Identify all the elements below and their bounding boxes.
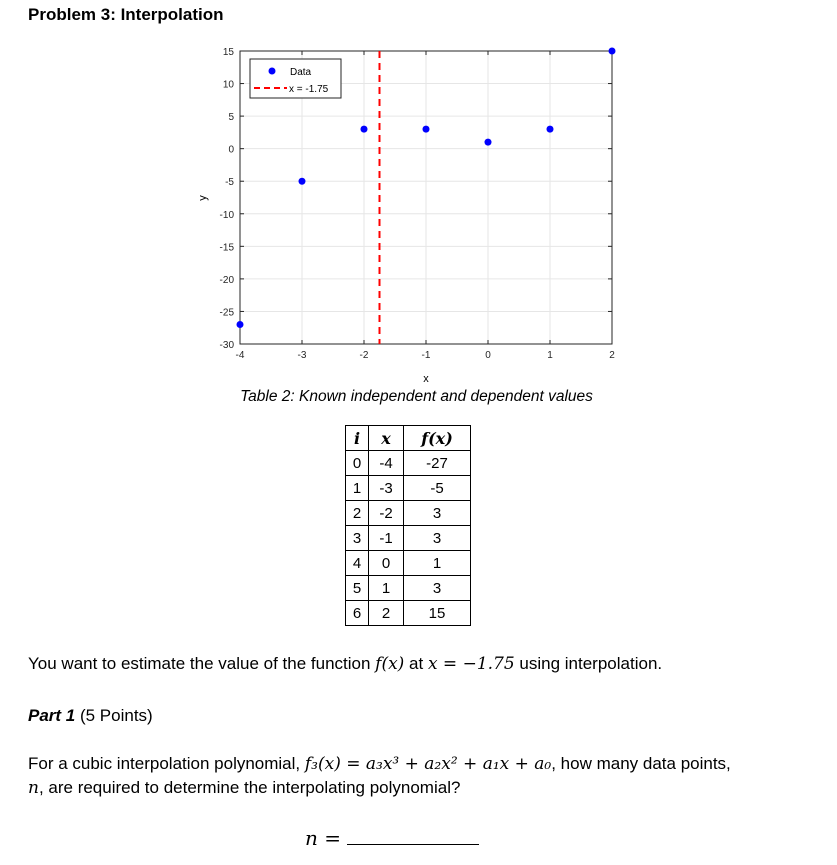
data-point — [485, 139, 492, 146]
table-row — [346, 576, 471, 601]
table-cell: -27 — [404, 451, 471, 476]
table-cell: 1 — [404, 551, 471, 576]
legend-label-vline: x = -1.75 — [289, 84, 329, 95]
x-tick-label: 1 — [547, 350, 553, 361]
chart-legend — [250, 59, 341, 98]
table-cell: -4 — [369, 451, 404, 476]
y-tick-label: 10 — [222, 79, 234, 91]
table-caption: Table 2: Known independent and dependent values — [240, 388, 593, 405]
table-cell: 6 — [346, 601, 369, 626]
y-tick-label: -5 — [225, 177, 234, 189]
data-point — [299, 178, 306, 185]
table-row — [346, 601, 471, 626]
x-tick-label: -4 — [235, 350, 245, 361]
x-tick-label: -3 — [297, 350, 307, 361]
table-cell: 5 — [346, 576, 369, 601]
table-cell: 3 — [404, 576, 471, 601]
part-heading: Part 1 (5 Points) — [28, 706, 153, 725]
y-tick-label: -15 — [219, 242, 234, 254]
legend-marker-data — [269, 68, 276, 75]
table-cell: 1 — [346, 476, 369, 501]
table-cell: 2 — [346, 501, 369, 526]
table-row — [346, 451, 471, 476]
table-cell: 2 — [369, 601, 404, 626]
data-point — [423, 126, 430, 133]
table-row — [346, 526, 471, 551]
table-cell: 1 — [369, 576, 404, 601]
header-i: i — [346, 426, 369, 451]
x-tick-label: 0 — [485, 350, 491, 361]
y-tick-label: 5 — [228, 112, 234, 124]
data-point — [609, 48, 616, 55]
scatter-chart — [0, 0, 837, 385]
table-row — [346, 476, 471, 501]
data-point — [237, 321, 244, 328]
intro-paragraph: You want to estimate the value of the function f(x) at x = −1.75 using interpolation. — [28, 654, 663, 674]
data-point — [547, 126, 554, 133]
y-axis-label: y — [197, 195, 209, 201]
x-tick-label: -2 — [359, 350, 369, 361]
x-axis-label: x — [423, 373, 429, 385]
legend-label-data: Data — [290, 67, 312, 78]
table-row — [346, 551, 471, 576]
table-cell: 0 — [346, 451, 369, 476]
data-table — [345, 425, 471, 626]
x-tick-label: -1 — [421, 350, 431, 361]
data-point — [361, 126, 368, 133]
table-cell: 3 — [346, 526, 369, 551]
y-tick-label: -25 — [219, 307, 234, 319]
table-cell: 3 — [404, 501, 471, 526]
table-cell: 4 — [346, 551, 369, 576]
y-tick-label: 15 — [222, 47, 234, 58]
y-tick-label: -30 — [219, 340, 234, 351]
question-paragraph: For a cubic interpolation polynomial, f₃(x) = a₃x³ + a₂x² + a₁x + a₀, how many data points, n, are required to determine the interpolating polynomial? — [28, 754, 731, 798]
table-cell: -5 — [404, 476, 471, 501]
answer-label: n = — [305, 826, 341, 850]
header-fx: f(x) — [404, 426, 471, 451]
table-cell: -2 — [369, 501, 404, 526]
table-cell: 3 — [404, 526, 471, 551]
table-cell: 0 — [369, 551, 404, 576]
table-header-row — [346, 426, 471, 451]
answer-line — [305, 826, 479, 851]
table-cell: -1 — [369, 526, 404, 551]
table-cell: 15 — [404, 601, 471, 626]
problem-title: Problem 3: Interpolation — [28, 5, 224, 24]
answer-blank[interactable] — [347, 826, 479, 845]
y-tick-label: -20 — [219, 274, 234, 286]
x-tick-label: 2 — [609, 350, 615, 361]
table-row — [346, 501, 471, 526]
header-x: x — [369, 426, 404, 451]
y-tick-label: 0 — [228, 144, 234, 156]
table-cell: -3 — [369, 476, 404, 501]
y-tick-label: -10 — [219, 209, 234, 221]
